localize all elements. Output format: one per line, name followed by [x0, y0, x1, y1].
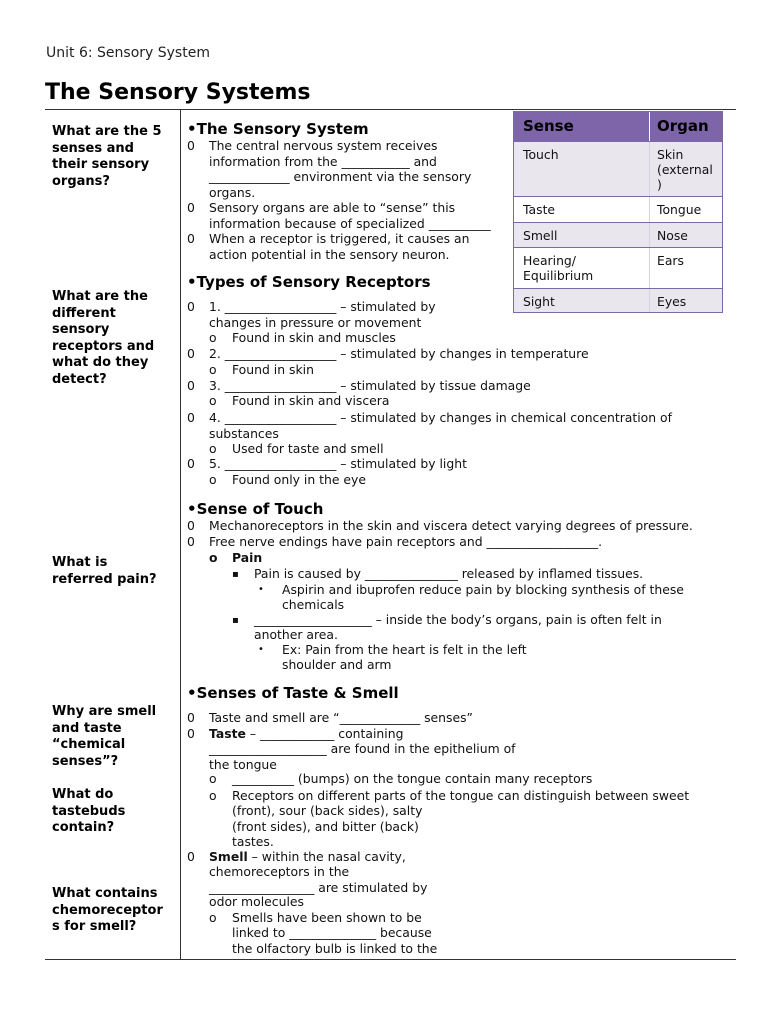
section-title-sensory-system: •The Sensory System	[187, 120, 369, 138]
table-row: Hearing/ Equilibrium Ears	[514, 247, 722, 288]
text-line: Used for taste and smell	[232, 441, 384, 456]
table-row: Smell Nose	[514, 222, 722, 247]
text-line: ___________________ – inside the body’s organs, pain is often felt in	[254, 612, 662, 627]
marker: o	[209, 330, 217, 345]
text-line: Taste – ____________ containing	[209, 726, 404, 741]
unit-header: Unit 6: Sensory System	[46, 45, 210, 61]
text-line: Smells have been shown to be	[232, 910, 422, 925]
text-line: The central nervous system receives	[209, 138, 438, 153]
text-line: another area.	[254, 627, 338, 642]
question-chemical-senses: Why are smell and taste “chemical senses”?	[52, 704, 157, 769]
marker: 0	[187, 518, 195, 533]
section-title-touch: •Sense of Touch	[187, 500, 324, 518]
text-line: (front), sour (back sides), salty	[232, 803, 423, 818]
text-line: Found only in the eye	[232, 472, 367, 487]
marker: 0	[187, 138, 195, 153]
text-line: information from the ___________ and	[209, 153, 437, 169]
section-title-receptors: •Types of Sensory Receptors	[187, 273, 431, 291]
pain-heading: Pain	[232, 550, 263, 565]
text-line: Mechanoreceptors in the skin and viscera detect varying degrees of pressure.	[209, 518, 693, 533]
text-line: tastes.	[232, 834, 274, 849]
table-row: Touch Skin (external )	[514, 141, 722, 196]
section-title-taste-smell: •Senses of Taste & Smell	[187, 684, 399, 702]
text-line: 4. __________________ – stimulated by changes in chemical concentration of	[209, 410, 672, 425]
text-line: Taste and smell are “_____________ senses”	[209, 710, 473, 725]
text-line: 1. __________________ – stimulated by	[209, 299, 436, 314]
marker: 0	[187, 231, 195, 246]
question-smell: What contains chemoreceptor s for smell?	[52, 886, 163, 934]
text-line: Ex: Pain from the heart is felt in the left	[282, 641, 527, 657]
text-line: When a receptor is triggered, it causes an	[209, 231, 470, 246]
table-row: Taste Tongue	[514, 196, 722, 222]
question-referred-pain: What is referred pain?	[52, 555, 157, 587]
marker: o	[209, 362, 217, 377]
text-line: chemoreceptors in the	[209, 864, 350, 879]
table-header	[514, 112, 722, 141]
column-divider	[180, 110, 181, 960]
text-line: organs.	[209, 184, 256, 200]
text-line: Found in skin	[232, 362, 314, 377]
marker: o	[209, 910, 217, 925]
marker: 0	[187, 200, 195, 215]
marker: 0	[187, 378, 195, 393]
text-line: action potential in the sensory neuron.	[209, 246, 450, 262]
text-line: Aspirin and ibuprofen reduce pain by blocking synthesis of these	[282, 581, 684, 597]
text-line: Receptors on different parts of the tongue can distinguish between sweet	[232, 788, 690, 803]
header-sense: Sense	[514, 112, 650, 141]
question-senses: What are the 5 senses and their sensory organs?	[52, 124, 162, 189]
text-line: 2. __________________ – stimulated by changes in temperature	[209, 346, 589, 361]
text-line: Found in skin and viscera	[232, 393, 390, 408]
text-line: __________ (bumps) on the tongue contain many receptors	[232, 771, 593, 786]
text-line: Sensory organs are able to “sense” this	[209, 200, 456, 215]
text-line: the tongue	[209, 756, 277, 772]
text-line: 3. __________________ – stimulated by tissue damage	[209, 378, 531, 393]
marker: 0	[187, 410, 195, 425]
text-line: (front sides), and bitter (back)	[232, 818, 419, 834]
marker: 0	[187, 534, 195, 549]
marker: ▪	[232, 569, 239, 580]
header-organ: Organ	[657, 117, 709, 135]
bottom-divider	[45, 959, 736, 960]
question-tastebuds: What do tastebuds contain?	[52, 787, 126, 835]
marker: 0	[187, 849, 195, 864]
marker: o	[209, 441, 217, 456]
text-line: 5. __________________ – stimulated by light	[209, 456, 467, 471]
marker: o	[209, 788, 217, 803]
text-line: chemicals	[282, 597, 345, 612]
marker: •	[258, 644, 264, 655]
text-line: changes in pressure or movement	[209, 314, 422, 330]
marker: ▪	[232, 615, 239, 626]
marker: 0	[187, 726, 195, 741]
text-line: Pain is caused by _______________ released by inflamed tissues.	[254, 566, 644, 581]
top-divider	[45, 109, 736, 110]
table-row: Sight Eyes	[514, 288, 722, 312]
text-line: _________________ are stimulated by	[209, 879, 428, 895]
text-line: odor molecules	[209, 894, 304, 909]
text-line: Free nerve endings have pain receptors and __________________.	[209, 534, 603, 549]
text-line: Found in skin and muscles	[232, 330, 396, 345]
taste-term: Taste	[209, 726, 246, 741]
marker: •	[258, 584, 264, 595]
page-title: The Sensory Systems	[45, 80, 311, 105]
marker: o	[209, 393, 217, 408]
text-line: shoulder and arm	[282, 657, 392, 672]
sense-organ-table	[513, 111, 723, 313]
text-line: substances	[209, 425, 279, 441]
marker: 0	[187, 456, 195, 471]
marker: o	[209, 771, 217, 786]
marker: 0	[187, 299, 195, 314]
question-receptors: What are the different sensory receptors and what do they detect?	[52, 289, 155, 387]
text-line: Smell – within the nasal cavity,	[209, 849, 406, 864]
text-line: information because of specialized __________	[209, 215, 491, 231]
text-line: linked to ______________ because	[232, 925, 432, 940]
text-line: ___________________ are found in the epithelium of	[209, 741, 516, 756]
marker: 0	[187, 710, 195, 725]
marker: o	[209, 472, 217, 487]
marker: 0	[187, 346, 195, 361]
text-line: _____________ environment via the sensory	[209, 169, 472, 184]
smell-term: Smell	[209, 849, 248, 864]
marker: o	[209, 550, 218, 565]
text-line: the olfactory bulb is linked to the	[232, 940, 438, 956]
